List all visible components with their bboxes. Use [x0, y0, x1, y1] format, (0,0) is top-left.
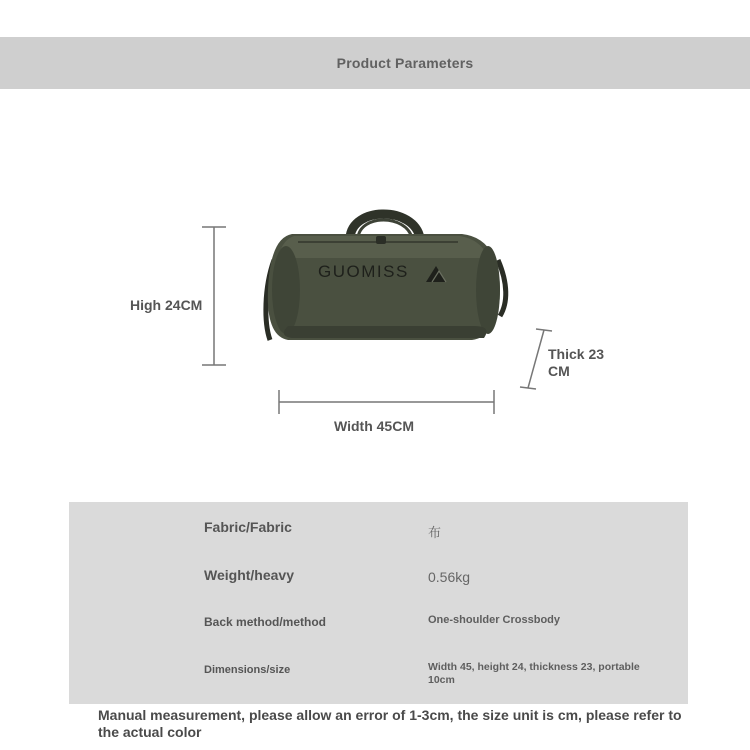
brand-logo-text: GUOMISS: [318, 262, 409, 281]
product-image: [262, 198, 512, 348]
spec-value-fabric: 布: [428, 526, 442, 541]
thickness-label-line1: Thick 23: [548, 346, 605, 362]
spec-table: [69, 502, 688, 704]
spec-label-back-method: Back method/method: [204, 615, 327, 629]
header-band: [0, 37, 750, 89]
page-title: Product Parameters: [336, 55, 474, 71]
height-label: High 24CM: [130, 297, 203, 313]
spec-value-back-method: One-shoulder Crossbody: [428, 614, 561, 626]
spec-value-dimensions: Width 45, height 24, thickness 23, portable 10cm: [428, 661, 640, 686]
width-dimension-line: [276, 388, 498, 416]
measurement-note: Manual measurement, please allow an error of 1-3cm, the size unit is cm, please refer to the actual color: [98, 707, 682, 740]
spec-value-weight: 0.56kg: [428, 569, 471, 585]
thickness-label-line2: CM: [548, 363, 570, 379]
thickness-label: [548, 346, 604, 380]
spec-label-dimensions: Dimensions/size: [204, 664, 291, 676]
width-label: Width 45CM: [334, 418, 414, 434]
spec-label-weight: Weight/heavy: [204, 567, 294, 583]
height-dimension-line: [198, 224, 230, 370]
spec-label-fabric: Fabric/Fabric: [204, 519, 292, 535]
